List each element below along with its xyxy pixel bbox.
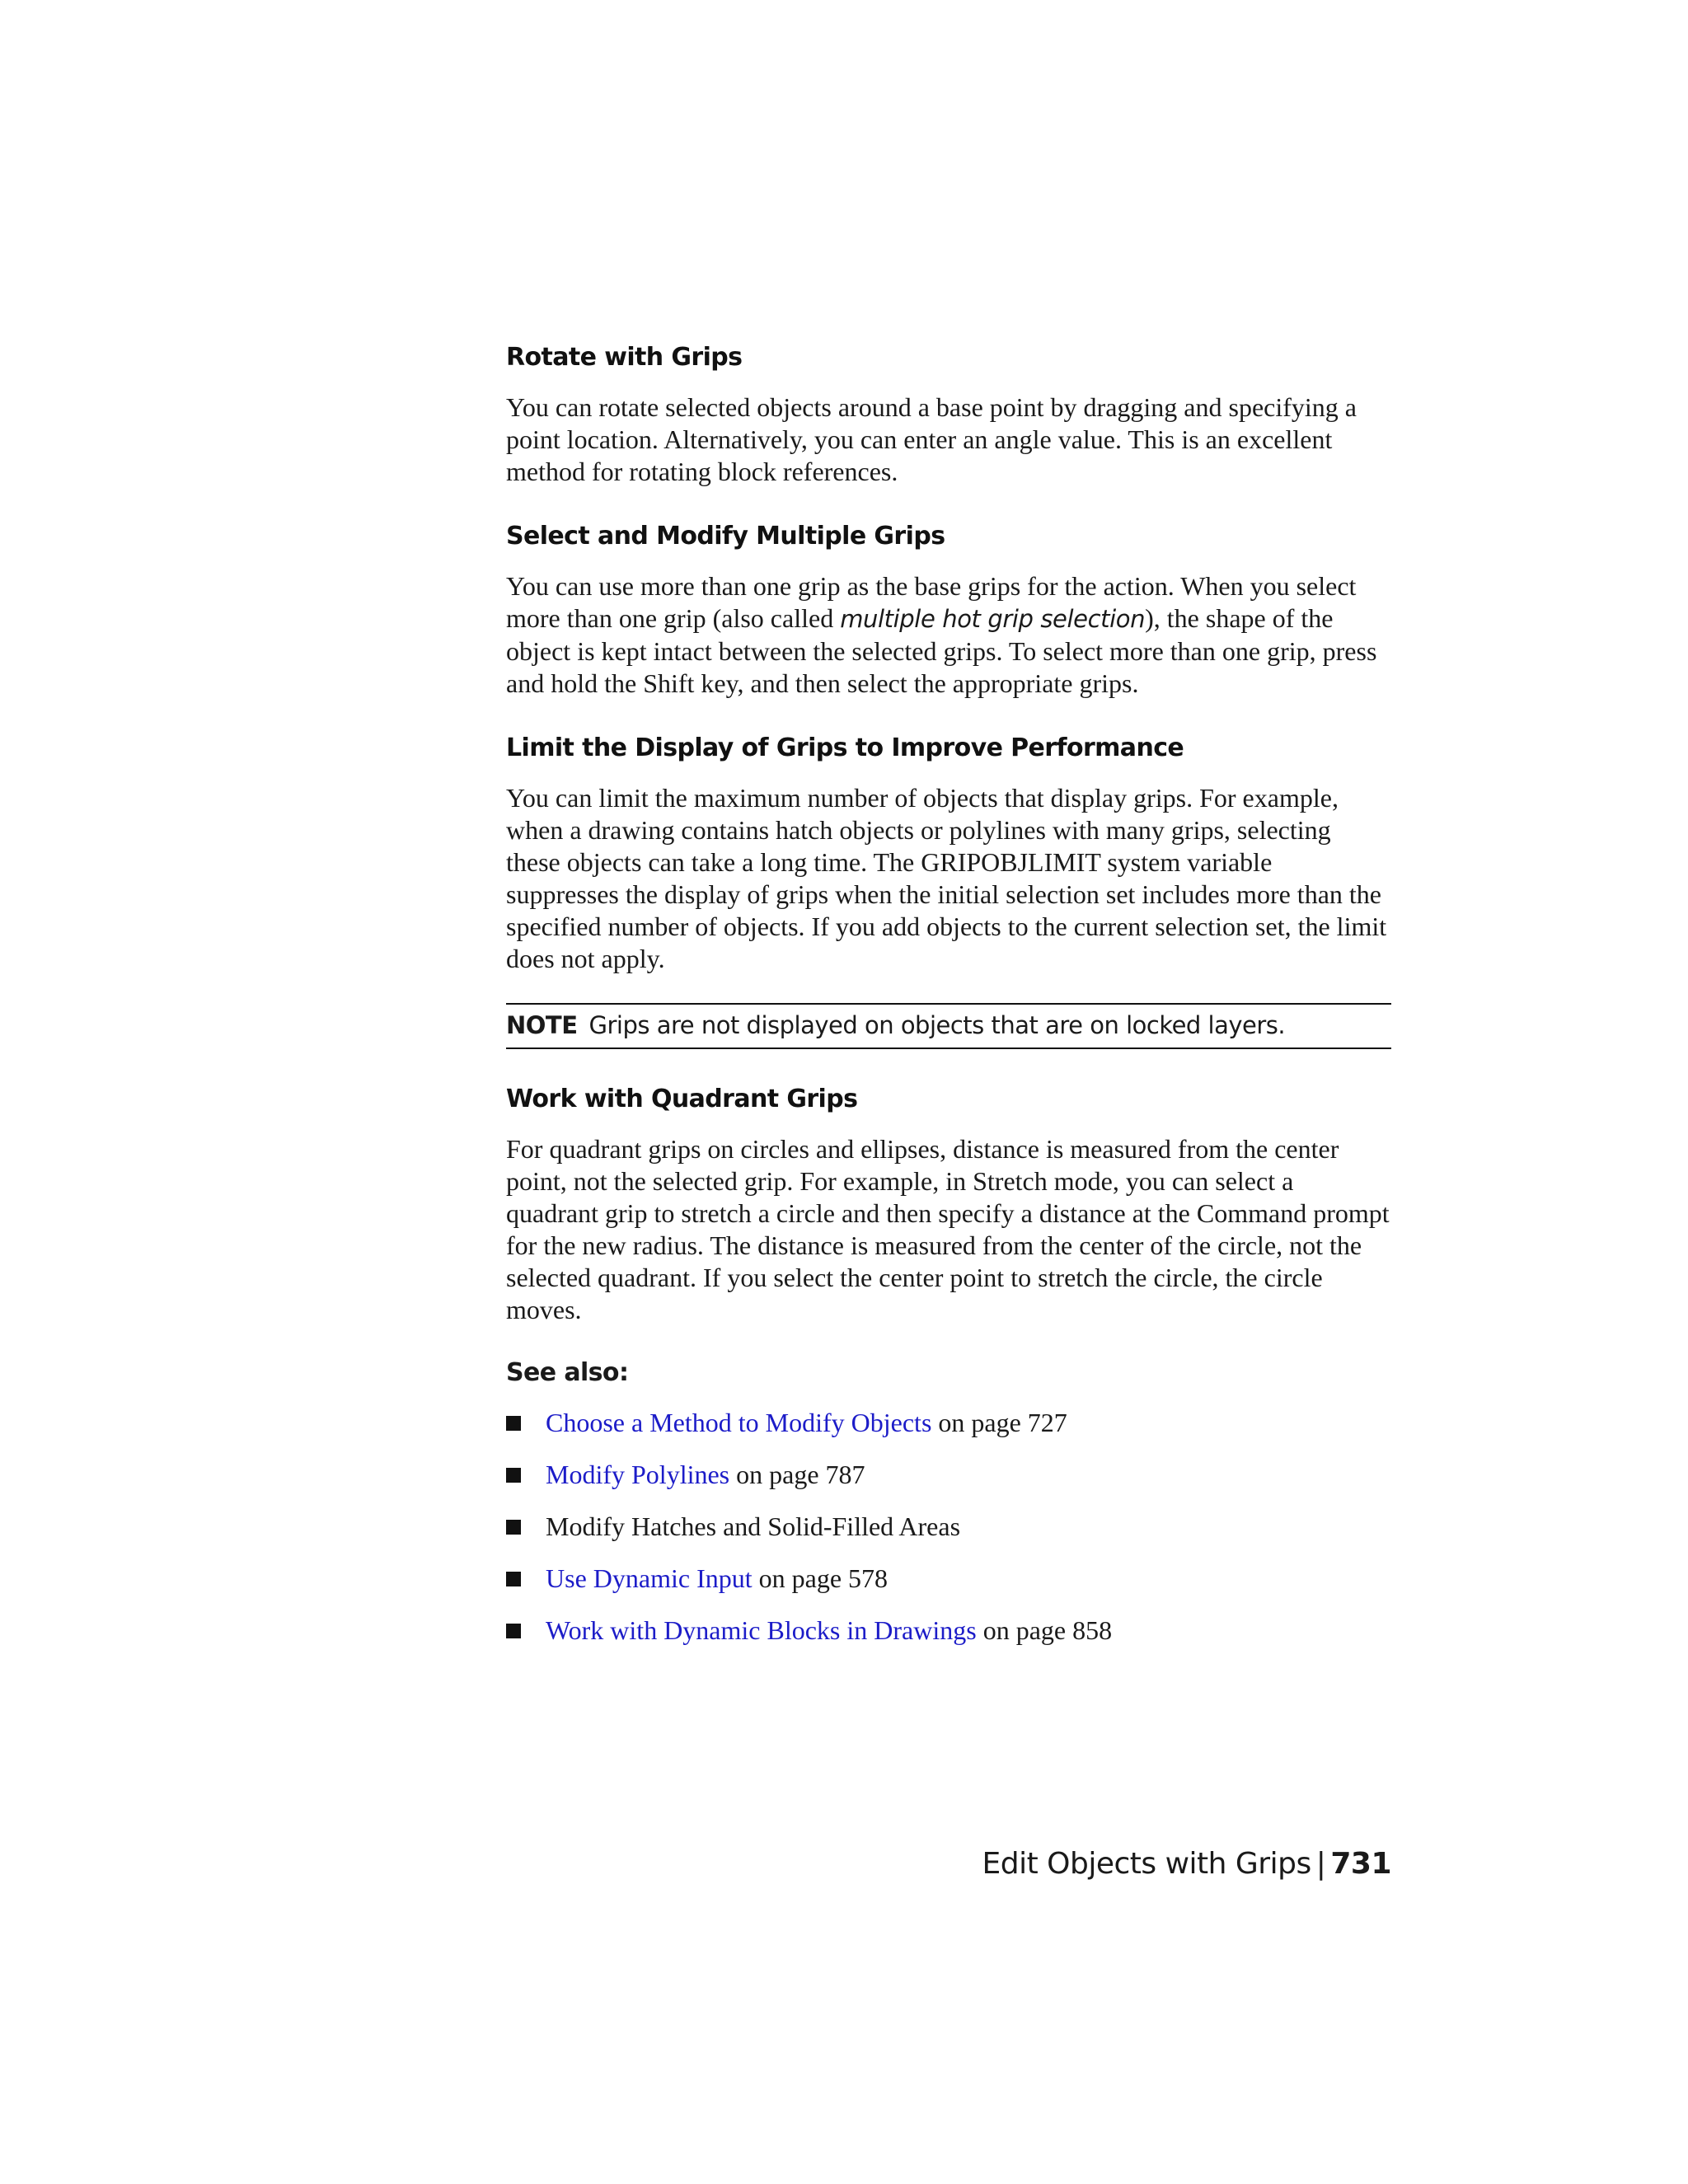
section-heading-rotate: Rotate with Grips [506,343,743,372]
section-body-multiple-grips [506,570,1391,700]
see-also-item [506,1407,1391,1439]
section-body-rotate: You can rotate selected objects around a base point by dragging and specifying a point location. Alternatively, you can enter an angle value. This is an excellent method for rotating block references. [506,392,1357,486]
see-also-item [506,1459,1391,1491]
page-number: 731 [1330,1847,1391,1881]
section-heading-quadrant-grips: Work with Quadrant Grips [506,1085,858,1113]
link-choose-method[interactable]: Choose a Method to Modify Objects [546,1408,932,1437]
section-body-quadrant-grips: For quadrant grips on circles and ellipses, distance is measured from the center point, not the selected grip. For example, in Stretch mode, you can select a quadrant grip to stretch a circle and then specify a distance at the Command prompt for the new radius. The distance is measured from the center of the circle, not the selected quadrant. If you select the center point to stretch the circle, the circle moves. [506,1134,1390,1324]
see-also-item [506,1615,1391,1647]
note-text: Grips are not displayed on objects that are on locked layers. [588,1011,1286,1039]
page-content [506,342,1391,1666]
see-also-heading: See also: [506,1358,629,1387]
page-footer [982,1846,1391,1882]
square-bullet-icon [506,1416,521,1431]
body-text-part: ), the shape of the object is kept intact between the selected grips. To select more than one grip, press and hold the Shift key, and then select the appropriate grips. [506,603,1377,698]
body-text-part: You can use more than one grip as the base grips for the action. When you select more than one grip (also called [506,571,1357,633]
footer-separator: | [1315,1847,1326,1881]
square-bullet-icon [506,1468,521,1483]
see-also-list [506,1407,1391,1647]
see-also-item [506,1511,1391,1543]
page-reference: on page 858 [976,1615,1113,1645]
square-bullet-icon [506,1572,521,1586]
section-heading-multiple-grips: Select and Modify Multiple Grips [506,522,945,551]
emphasis-term: multiple hot grip selection [840,605,1146,633]
square-bullet-icon [506,1520,521,1535]
note-box [506,1003,1391,1049]
page-reference: on page 578 [752,1563,889,1593]
plain-reference-text: Modify Hatches and Solid-Filled Areas [546,1511,961,1541]
section-heading-limit-display: Limit the Display of Grips to Improve Performance [506,733,1184,762]
link-dynamic-blocks[interactable]: Work with Dynamic Blocks in Drawings [546,1615,977,1645]
footer-chapter-title: Edit Objects with Grips [982,1847,1311,1881]
square-bullet-icon [506,1624,521,1638]
page-reference: on page 727 [931,1408,1067,1437]
note-label: NOTE [506,1011,578,1039]
link-dynamic-input[interactable]: Use Dynamic Input [546,1563,753,1593]
link-modify-polylines[interactable]: Modify Polylines [546,1460,730,1489]
section-body-limit-display: You can limit the maximum number of objects that display grips. For example, when a drawing contains hatch objects or polylines with many grips, selecting these objects can take a long time. The GRIPOBJLIMIT system variable suppresses the display of grips when the initial selection set includes more than the specified number of objects. If you add objects to the current selection set, the limit does not apply. [506,783,1387,973]
see-also-item [506,1563,1391,1595]
page-reference: on page 787 [729,1460,865,1489]
